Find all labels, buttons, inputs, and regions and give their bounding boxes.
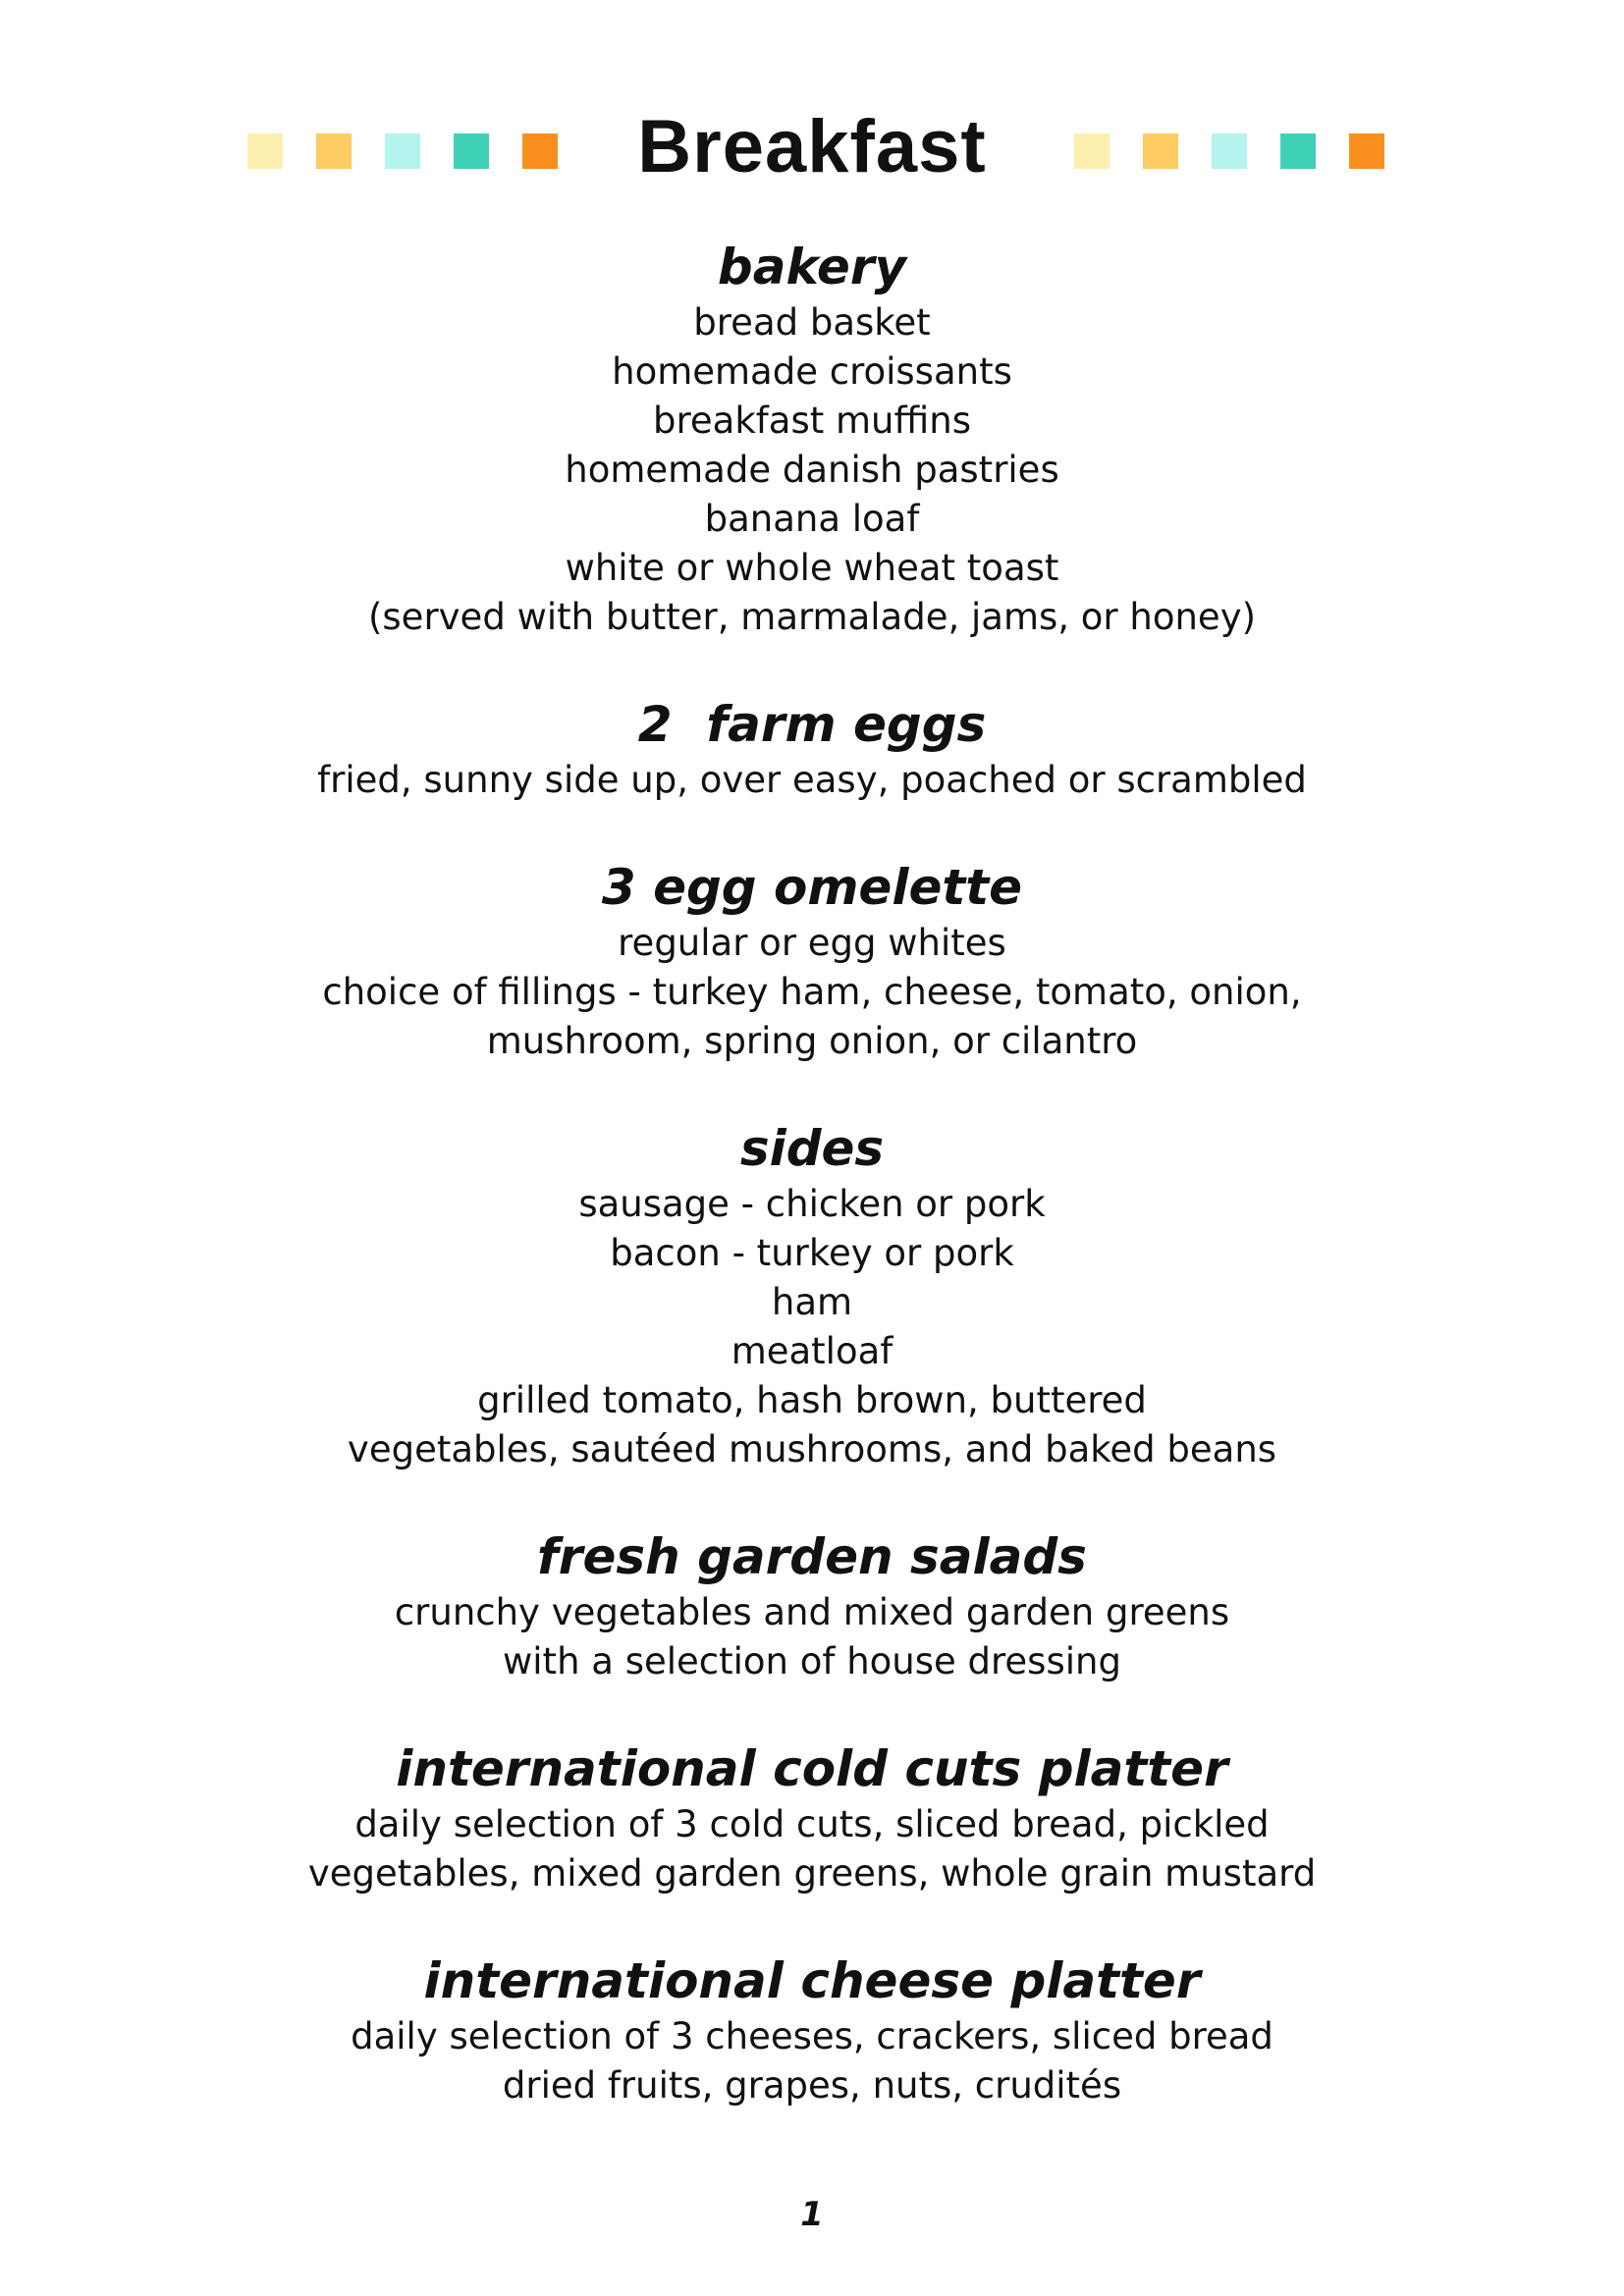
menu-item: daily selection of 3 cheeses, crackers, sliced bread (351, 2015, 1273, 2057)
menu-item: homemade danish pastries (565, 449, 1059, 491)
section-heading: bakery (717, 239, 907, 295)
menu-section-bakery (0, 236, 1624, 642)
menu-section-farm-eggs (0, 693, 1624, 805)
menu-header (0, 98, 1624, 196)
menu-section-salads (0, 1525, 1624, 1686)
page-number: 1 (800, 2195, 824, 2234)
decor-square (1212, 133, 1247, 169)
menu-item: regular or egg whites (618, 922, 1006, 964)
decor-square (1349, 133, 1384, 169)
menu-item: breakfast muffins (653, 400, 971, 442)
decor-square (1280, 133, 1316, 169)
menu-section-omelette (0, 856, 1624, 1066)
menu-item: mushroom, spring onion, or cilantro (486, 1020, 1138, 1062)
menu-item: dried fruits, grapes, nuts, crudités (502, 2064, 1122, 2107)
section-heading: international cold cuts platter (396, 1740, 1228, 1797)
section-heading: fresh garden salads (537, 1528, 1087, 1585)
decor-squares-right (1074, 133, 1384, 169)
section-heading: 2 farm eggs (637, 696, 987, 753)
menu-section-sides (0, 1117, 1624, 1474)
menu-item: bread basket (693, 301, 931, 344)
menu-item: daily selection of 3 cold cuts, sliced bread, pickled (354, 1803, 1270, 1845)
menu-item: vegetables, mixed garden greens, whole grain mustard (307, 1852, 1317, 1895)
menu-item: meatloaf (731, 1330, 893, 1372)
section-heading: sides (739, 1120, 885, 1177)
menu-sections (0, 236, 1624, 2162)
menu-item: ham (771, 1281, 853, 1323)
menu-item: sausage - chicken or pork (578, 1183, 1046, 1225)
decor-square (1143, 133, 1178, 169)
menu-section-cold-cuts (0, 1737, 1624, 1898)
menu-item: choice of fillings - turkey ham, cheese, tomato, onion, (322, 971, 1302, 1013)
decor-square (1074, 133, 1110, 169)
menu-item: with a selection of house dressing (503, 1640, 1121, 1682)
page-title: Breakfast (637, 105, 987, 188)
menu-item: bacon - turkey or pork (610, 1232, 1014, 1274)
menu-item: crunchy vegetables and mixed garden greens (394, 1591, 1230, 1633)
menu-item: fried, sunny side up, over easy, poached or scrambled (317, 759, 1307, 801)
section-heading: international cheese platter (423, 1952, 1201, 2009)
menu-item: white or whole wheat toast (565, 547, 1059, 589)
menu-section-cheese (0, 1949, 1624, 2110)
menu-item: homemade croissants (612, 350, 1012, 393)
section-heading: 3 egg omelette (601, 859, 1023, 916)
menu-item: banana loaf (704, 498, 920, 540)
menu-item: vegetables, sautéed mushrooms, and baked beans (347, 1428, 1277, 1470)
menu-item-note: (served with butter, marmalade, jams, or honey) (367, 596, 1257, 638)
menu-item: grilled tomato, hash brown, buttered (477, 1379, 1147, 1421)
